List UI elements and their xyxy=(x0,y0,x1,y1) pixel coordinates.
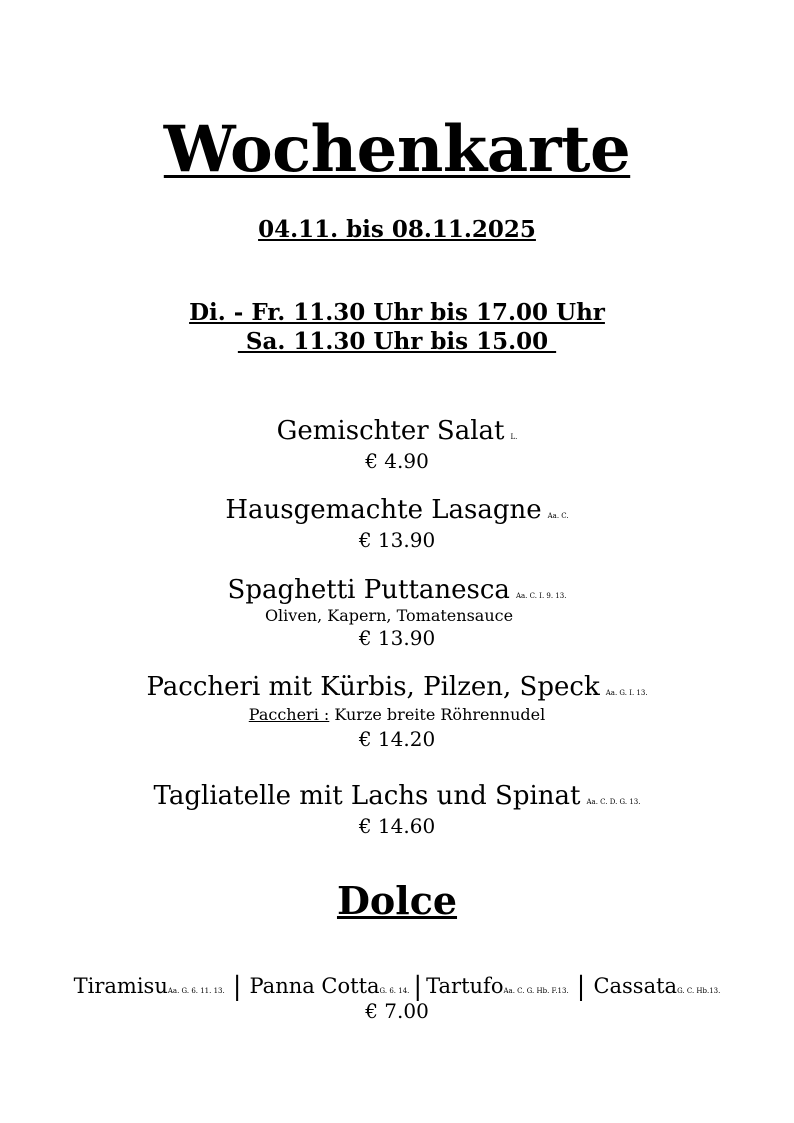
dish-price-lasagne: € 13.90 xyxy=(358,528,436,552)
allergen-codes: Aa. C. xyxy=(547,512,569,520)
separator: | xyxy=(413,972,423,1002)
opening-hours-weekdays: Di. - Fr. 11.30 Uhr bis 17.00 Uhr xyxy=(189,299,605,326)
dish-title: Gemischter Salat xyxy=(276,416,505,446)
dish-name-paccheri xyxy=(0,672,794,702)
allergen-codes: G. C. Hb.13. xyxy=(677,987,721,995)
allergen-codes: Aa. C. I. 9. 13. xyxy=(515,592,567,600)
dish-name-salat xyxy=(0,416,794,446)
allergen-codes: L. xyxy=(510,433,518,441)
dolce-item-panna-cotta: Panna Cotta xyxy=(249,974,380,998)
dolce-item-tartufo: Tartufo xyxy=(426,974,504,998)
dish-price-paccheri: € 14.20 xyxy=(358,727,436,751)
allergen-codes: G. 6. 14. xyxy=(379,987,410,995)
dish-description-paccheri xyxy=(0,705,794,724)
allergen-codes: Aa. C. D. G. 13. xyxy=(586,798,641,806)
date-range: 04.11. bis 08.11.2025 xyxy=(258,216,536,243)
dish-price-puttanesca: € 13.90 xyxy=(358,626,436,650)
dolce-price: € 7.00 xyxy=(365,999,429,1023)
dolce-heading: Dolce xyxy=(336,878,458,923)
dish-name-tagliatelle xyxy=(0,781,794,811)
dish-title: Hausgemachte Lasagne xyxy=(225,495,542,525)
description-text: Kurze breite Röhrennudel xyxy=(329,705,546,724)
separator: | xyxy=(232,972,242,1002)
allergen-codes: Aa. G. I. 13. xyxy=(605,689,648,697)
dolce-item-tiramisu: Tiramisu xyxy=(73,974,168,998)
dish-title: Paccheri mit Kürbis, Pilzen, Speck xyxy=(146,672,600,702)
menu-title: Wochenkarte xyxy=(163,112,631,187)
allergen-codes: Aa. G. 6. 11. 13. xyxy=(167,987,225,995)
dish-name-lasagne xyxy=(0,495,794,525)
separator: | xyxy=(576,972,586,1002)
dish-description-puttanesca: Oliven, Kapern, Tomatensauce xyxy=(264,606,514,625)
dish-title: Tagliatelle mit Lachs und Spinat xyxy=(153,781,581,811)
opening-hours-saturday: Sa. 11.30 Uhr bis 15.00 xyxy=(237,328,557,355)
dish-price-salat: € 4.90 xyxy=(365,449,429,473)
allergen-codes: Aa. C. G. Hb. F.13. xyxy=(503,987,569,995)
dish-name-puttanesca xyxy=(0,575,794,605)
dish-price-tagliatelle: € 14.60 xyxy=(358,814,436,838)
dolce-items xyxy=(0,970,794,1000)
description-label: Paccheri : xyxy=(248,705,330,724)
dish-title: Spaghetti Puttanesca xyxy=(227,575,510,605)
dolce-item-cassata: Cassata xyxy=(593,974,678,998)
